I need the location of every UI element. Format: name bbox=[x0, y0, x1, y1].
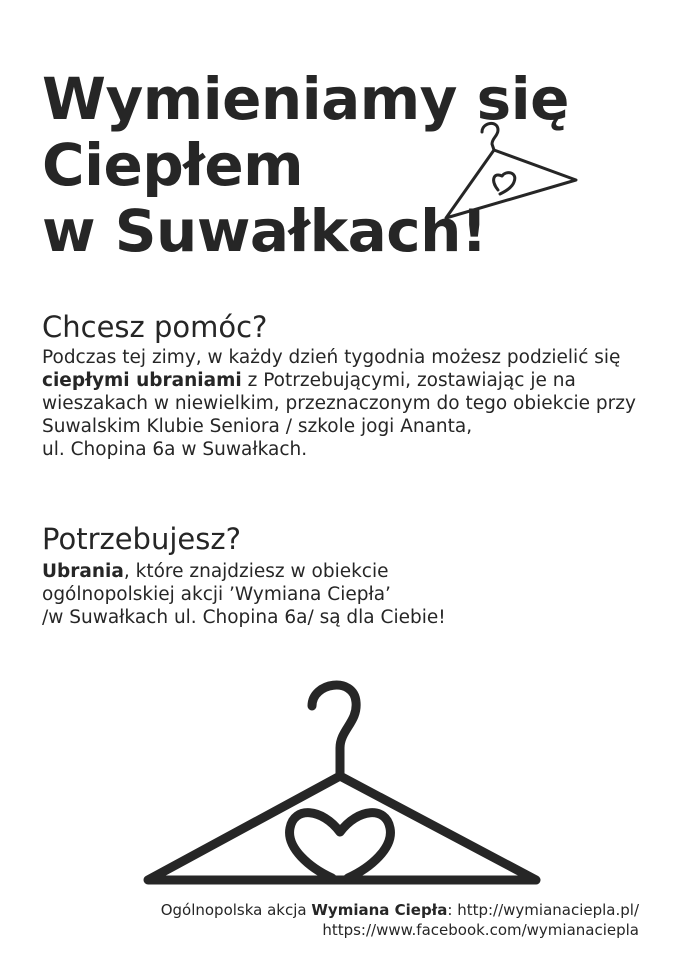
help-heading: Chcesz pomóc? bbox=[42, 310, 268, 344]
need-text bbox=[42, 560, 652, 629]
footer-website-link[interactable]: : http://wymianaciepla.pl/ bbox=[447, 901, 639, 919]
footer-prefix: Ogólnopolska akcja bbox=[160, 901, 312, 919]
help-text-bold: ciepłymi ubraniami bbox=[42, 370, 242, 391]
need-heading: Potrzebujesz? bbox=[42, 522, 241, 556]
footer-campaign: Wymiana Ciepła bbox=[311, 901, 448, 919]
title-line-3: w Suwałkach! bbox=[42, 197, 487, 265]
help-address: ul. Chopina 6a w Suwałkach. bbox=[42, 439, 308, 460]
hanger-heart-icon bbox=[438, 118, 582, 228]
footer-facebook-link[interactable]: https://www.facebook.com/wymianaciepla bbox=[322, 921, 639, 939]
need-text-line-2: ogólnopolskiej akcji ’Wymiana Ciepła’ bbox=[42, 584, 391, 605]
need-text-bold: Ubrania bbox=[42, 561, 124, 582]
hanger-heart-icon bbox=[140, 672, 544, 894]
help-text-middle: z Potrzebującymi, zostawiając je na wieszakach w niewielkim, przeznaczonym do tego obiekcie przy Suwalskim Klubie Seniora / szkole jogi Ananta, bbox=[42, 370, 636, 437]
help-text-start: Podczas tej zimy, w każdy dzień tygodnia możesz podzielić się bbox=[42, 347, 621, 368]
help-text bbox=[42, 346, 652, 461]
help-section bbox=[42, 310, 652, 461]
footer-line-1 bbox=[161, 900, 639, 920]
title-line-1: Wymieniamy się bbox=[42, 65, 569, 133]
footer bbox=[161, 900, 639, 940]
need-text-rest: , które znajdziesz w obiekcie bbox=[123, 561, 389, 582]
title-line-2: Ciepłem bbox=[42, 131, 304, 199]
need-section bbox=[42, 522, 652, 629]
need-text-line-3: /w Suwałkach ul. Chopina 6a/ są dla Ciebie! bbox=[42, 607, 446, 628]
